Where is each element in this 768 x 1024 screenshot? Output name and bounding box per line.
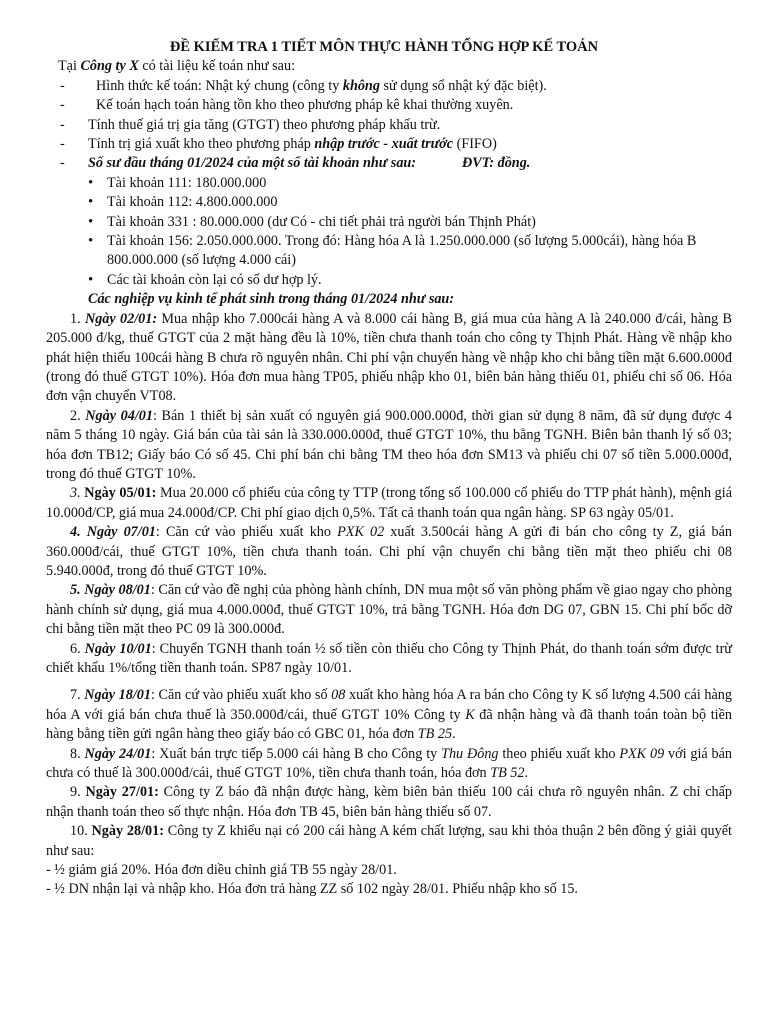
list-item: • Tài khoản 156: 2.050.000.000. Trong đó: Hàng hóa A là 1.250.000.000 (số lượng 5.000cái), hàng hóa B 800.000.000 (số lượng 4.000 cái) [88, 232, 732, 271]
policy-item: - Tính trị giá xuất kho theo phương pháp nhập trước - xuất trước (FIFO) [60, 136, 497, 153]
company-name: Công ty X [80, 58, 139, 75]
transaction-9: 9. Ngày 27/01: Công ty Z báo đã nhận được hàng, kèm biên bản thiếu 100 cái chưa rõ nguyên nhân. Z chỉ chấp nhận thanh toán theo số thực nhận. Hóa đơn TB 45, biên bản hàng thiếu số 07. [46, 784, 733, 820]
transaction-10: 10. Ngày 28/01: Công ty Z khiếu nại có 200 cái hàng A kém chất lượng, sau khi thỏa thuận 2 bên đồng ý giải quyết như sau: [46, 823, 732, 859]
list-item: • Tài khoản 112: 4.800.000.000 [88, 193, 732, 212]
intro-post: có tài liệu kế toán như sau: [138, 58, 296, 75]
resolution-item: - ½ giảm giá 20%. Hóa đơn diều chỉnh giá TB 55 ngày 28/01. [46, 862, 397, 879]
list-item: • Tài khoản 111: 180.000.000 [88, 174, 732, 193]
unit-label: ĐVT: đồng. [462, 155, 531, 172]
intro-line [58, 57, 732, 76]
intro-pre: Tại [58, 58, 81, 75]
opening-balance-heading: - Số sư đầu tháng 01/2024 của một số tài khoản như sau: ĐVT: đồng. [60, 155, 531, 172]
policy-item: - Kế toán hạch toán hàng tồn kho theo phương pháp kê khai thường xuyên. [60, 97, 514, 114]
policy-item: - Hình thức kế toán: Nhật ký chung (công ty không sử dụng sổ nhật ký đặc biệt). [60, 77, 547, 94]
resolution-item: - ½ DN nhận lại và nhập kho. Hóa đơn trả hàng ZZ số 102 ngày 28/01. Phiếu nhập kho số 15. [46, 881, 578, 898]
transaction-7: 7. Ngày 18/01: Căn cứ vào phiếu xuất kho số 08 xuất kho hàng hóa A ra bán cho Công ty K số lượng 4.500 cái hàng hóa A với giá bán chưa thuế là 350.000đ/cái, thuế GTGT 10% Công ty K đã nhận hàng và đã thanh toán toàn bộ tiền hàng bằng tiền gửi ngân hàng theo giấy báo có GBC 01, hóa đơn TB 25. [46, 687, 732, 743]
list-item: • Các tài khoản còn lại có số dư hợp lý. [88, 271, 732, 290]
transaction-8: 8. Ngày 24/01: Xuất bán trực tiếp 5.000 cái hàng B cho Công ty Thu Đông theo phiếu xuất kho PXK 09 với giá bán chưa có thuế là 300.000đ/cái, thuế GTGT 10%, tiền chưa thanh toán, hóa đơn TB 52. [46, 745, 733, 782]
transaction-2: 2. Ngày 04/01: Bán 1 thiết bị sản xuất có nguyên giá 900.000.000đ, thời gian sử dụng 8 năm, đã sử dụng được 4 năm 5 tháng 10 ngày. Giá bán của tài sản là 330.000.000đ, thuế GTGT 10%, thu bằng TGNH. Biên bản thanh lý số 03; hóa đơn TB12; Giấy báo Có số 45. Chi phí bán chi bằng TM theo hóa đơn SM13 và phiếu chi 07 số tiền 5.000.000đ, trong đó thuế GTGT 10%. [46, 407, 732, 482]
policy-item: - Tính thuế giá trị gia tăng (GTGT) theo phương pháp khấu trừ. [60, 116, 441, 133]
transaction-4: 4. Ngày 07/01: Căn cứ vào phiếu xuất kho PXK 02 xuất 3.500cái hàng A gửi đi bán cho công ty Z, giá bán 360.000đ/cái, thuế GTGT 10%, tiền chưa thanh toán. Chi phí vận chuyển chi bằng tiền mặt theo phiếu chi 08 5.940.000đ, trong đó thuế GTGT 10%. [46, 524, 733, 579]
page-title: ĐỀ KIỂM TRA 1 TIẾT MÔN THỰC HÀNH TỔNG HỢP KẾ TOÁN [169, 39, 599, 55]
transactions-heading: Các nghiệp vụ kinh tế phát sinh trong tháng 01/2024 như sau: [88, 291, 455, 308]
transaction-3: 3. Ngày 05/01: Mua 20.000 cổ phiếu của công ty TTP (trong tổng số 100.000 cổ phiếu do TTP phát hành), mệnh giá 10.000đ/CP, giá mua 24.000đ/CP. Chi phí giao dịch 0,5%. Tất cả thanh toán qua ngân hàng. SP 63 ngày 05/01. [46, 485, 732, 521]
list-item: • Tài khoản 331 : 80.000.000 (dư Có - chi tiết phải trả người bán Thịnh Phát) [88, 213, 732, 232]
account-list [46, 174, 732, 290]
transaction-6: 6. Ngày 10/01: Chuyển TGNH thanh toán ½ số tiền còn thiếu cho Công ty Thịnh Phát, do thanh toán sớm được trừ chiết khấu 1%/tổng tiền thanh toán. SP87 ngày 10/01. [46, 640, 732, 676]
transaction-1: 1. Ngày 02/01: Mua nhập kho 7.000cái hàng A và 8.000 cái hàng B, giá mua của hàng A là 240.000 đ/cái, hàng B 205.000 đ/kg, thuế GTGT của 2 mặt hàng đều là 10%, tiền chưa thanh toán cho công ty Thịnh Phát. Hàng về nhập kho phát hiện thiếu 100cái hàng B chưa rõ nguyên nhân. Chi phí vận chuyển hàng về nhập kho chi bằng tiền mặt 6.600.000đ (trong đó thuế GTGT 10%). Hóa đơn mua hàng TP05, phiếu nhập kho 01, biên bản hàng thiếu 01, phiếu chi số 06. Hóa đơn vận chuyển VT08. [46, 310, 732, 405]
transaction-5: 5. Ngày 08/01: Căn cứ vào đề nghị của phòng hành chính, DN mua một số văn phòng phẩm về giao ngay cho phòng hành chính sử dụng, giá mua 4.000.000đ, thuế GTGT 10%, trả bằng TGNH. Hóa đơn DG 07, GBN 15. Chi phí bốc dỡ chi bằng tiền mặt theo PC 09 là 300.000đ. [46, 582, 732, 638]
